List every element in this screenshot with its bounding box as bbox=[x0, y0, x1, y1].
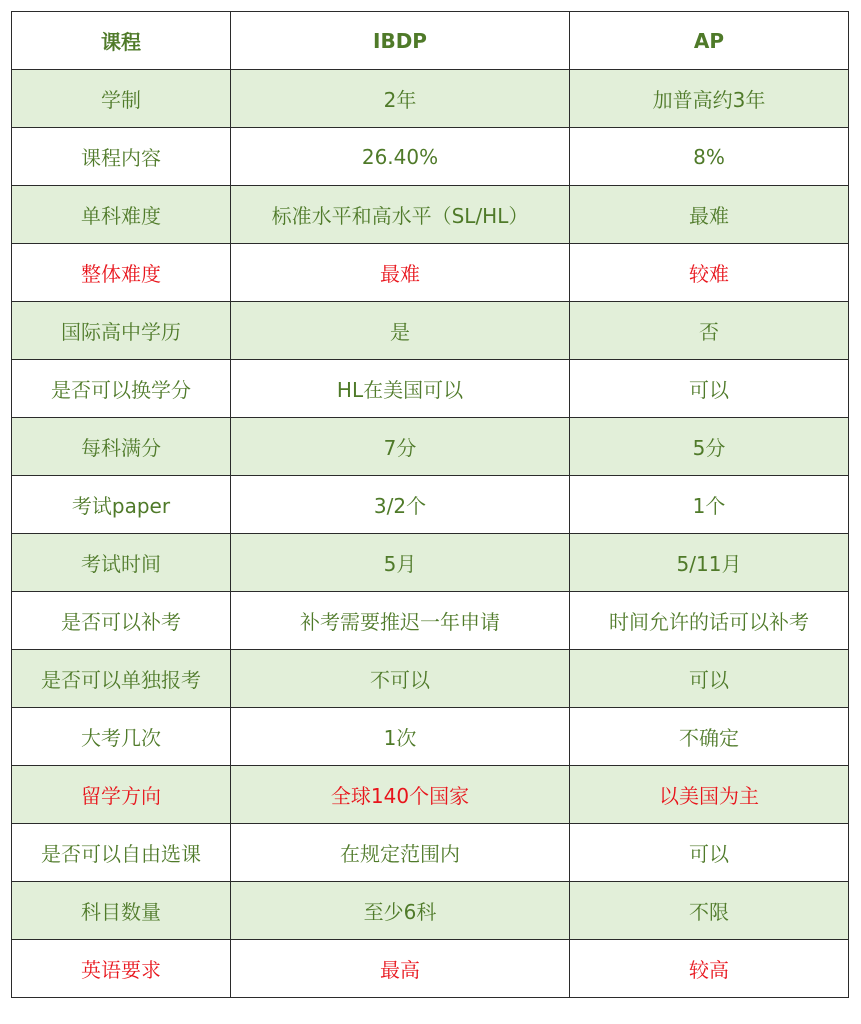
table-row bbox=[12, 882, 849, 940]
ap-cell: 1个 bbox=[570, 476, 849, 534]
ibdp-cell: 5月 bbox=[231, 534, 570, 592]
row-label: 考试时间 bbox=[12, 534, 231, 592]
table-row bbox=[12, 766, 849, 824]
table-row bbox=[12, 128, 849, 186]
ibdp-cell: 补考需要推迟一年申请 bbox=[231, 592, 570, 650]
ibdp-cell: 26.40% bbox=[231, 128, 570, 186]
ibdp-cell: HL在美国可以 bbox=[231, 360, 570, 418]
table-row bbox=[12, 476, 849, 534]
ap-cell: 8% bbox=[570, 128, 849, 186]
ibdp-cell: 最难 bbox=[231, 244, 570, 302]
ap-cell: 可以 bbox=[570, 824, 849, 882]
table-row bbox=[12, 70, 849, 128]
row-label: 单科难度 bbox=[12, 186, 231, 244]
ap-cell: 时间允许的话可以补考 bbox=[570, 592, 849, 650]
header-course: 课程 bbox=[12, 12, 231, 70]
ap-cell: 可以 bbox=[570, 650, 849, 708]
row-label: 英语要求 bbox=[12, 940, 231, 998]
table-row bbox=[12, 708, 849, 766]
ibdp-cell: 全球140个国家 bbox=[231, 766, 570, 824]
table-row bbox=[12, 360, 849, 418]
ibdp-cell: 在规定范围内 bbox=[231, 824, 570, 882]
row-label: 是否可以自由选课 bbox=[12, 824, 231, 882]
table-row bbox=[12, 244, 849, 302]
ap-cell: 加普高约3年 bbox=[570, 70, 849, 128]
row-label: 考试paper bbox=[12, 476, 231, 534]
comparison-table bbox=[11, 11, 849, 998]
row-label: 大考几次 bbox=[12, 708, 231, 766]
table-row bbox=[12, 302, 849, 360]
row-label: 课程内容 bbox=[12, 128, 231, 186]
ibdp-cell: 至少6科 bbox=[231, 882, 570, 940]
ap-cell: 最难 bbox=[570, 186, 849, 244]
ibdp-cell: 不可以 bbox=[231, 650, 570, 708]
table-header-row bbox=[12, 12, 849, 70]
table-body bbox=[12, 70, 849, 998]
ap-cell: 较高 bbox=[570, 940, 849, 998]
ap-cell: 5/11月 bbox=[570, 534, 849, 592]
header-ap: AP bbox=[570, 12, 849, 70]
ap-cell: 不限 bbox=[570, 882, 849, 940]
row-label: 是否可以换学分 bbox=[12, 360, 231, 418]
ap-cell: 可以 bbox=[570, 360, 849, 418]
ibdp-cell: 是 bbox=[231, 302, 570, 360]
header-ibdp: IBDP bbox=[231, 12, 570, 70]
table-row bbox=[12, 824, 849, 882]
ibdp-cell: 3/2个 bbox=[231, 476, 570, 534]
row-label: 是否可以单独报考 bbox=[12, 650, 231, 708]
ibdp-cell: 最高 bbox=[231, 940, 570, 998]
row-label: 留学方向 bbox=[12, 766, 231, 824]
table-row bbox=[12, 418, 849, 476]
table-row bbox=[12, 592, 849, 650]
ibdp-cell: 1次 bbox=[231, 708, 570, 766]
row-label: 整体难度 bbox=[12, 244, 231, 302]
row-label: 每科满分 bbox=[12, 418, 231, 476]
table-row bbox=[12, 186, 849, 244]
table-row bbox=[12, 650, 849, 708]
ap-cell: 不确定 bbox=[570, 708, 849, 766]
ibdp-cell: 2年 bbox=[231, 70, 570, 128]
ap-cell: 否 bbox=[570, 302, 849, 360]
ibdp-cell: 标准水平和高水平（SL/HL） bbox=[231, 186, 570, 244]
ap-cell: 以美国为主 bbox=[570, 766, 849, 824]
ibdp-cell: 7分 bbox=[231, 418, 570, 476]
table-row bbox=[12, 534, 849, 592]
table-row bbox=[12, 940, 849, 998]
ap-cell: 较难 bbox=[570, 244, 849, 302]
comparison-table-container bbox=[11, 11, 848, 998]
row-label: 国际高中学历 bbox=[12, 302, 231, 360]
row-label: 科目数量 bbox=[12, 882, 231, 940]
row-label: 是否可以补考 bbox=[12, 592, 231, 650]
row-label: 学制 bbox=[12, 70, 231, 128]
ap-cell: 5分 bbox=[570, 418, 849, 476]
